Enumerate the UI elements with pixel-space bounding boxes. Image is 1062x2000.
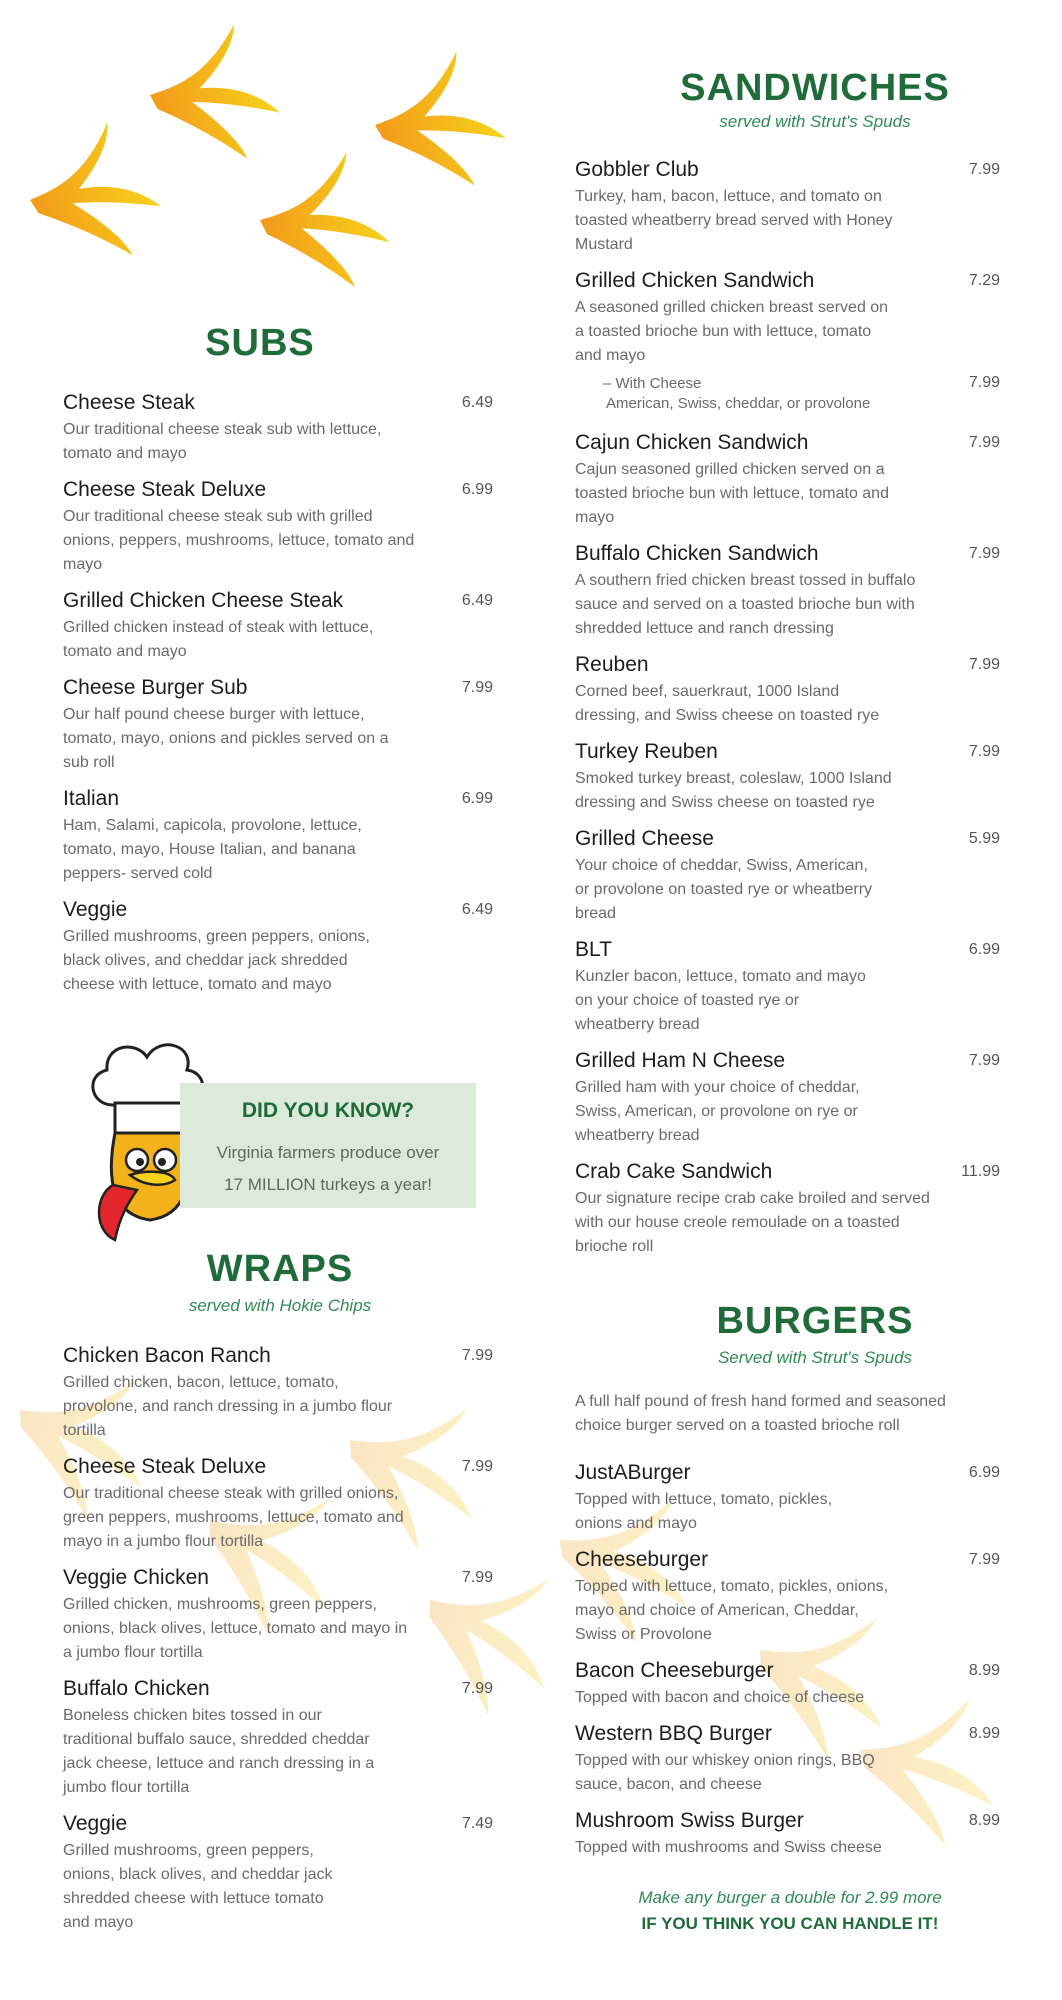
wraps-title: WRAPS bbox=[206, 1248, 354, 1290]
did-you-know-text bbox=[180, 1137, 476, 1201]
addon-row bbox=[575, 374, 1000, 414]
subs-item bbox=[63, 390, 493, 466]
sandwiches-item bbox=[575, 937, 1000, 1037]
item-name: Bacon Cheeseburger bbox=[575, 1659, 774, 1682]
subs-item bbox=[63, 588, 493, 664]
item-desc: Our half pound cheese burger with lettuce, tomato, mayo, onions and pickles served on a sub roll bbox=[63, 706, 389, 771]
item-desc: Topped with lettuce, tomato, pickles, onions and mayo bbox=[575, 1491, 833, 1532]
burgers-footnote-challenge: IF YOU THINK YOU CAN HANDLE IT! bbox=[641, 1914, 939, 1933]
item-name: Crab Cake Sandwich bbox=[575, 1160, 773, 1183]
sandwiches-item bbox=[575, 430, 1000, 530]
item-price: 7.99 bbox=[461, 1680, 493, 1697]
item-name: Mushroom Swiss Burger bbox=[575, 1809, 804, 1832]
subs-item bbox=[63, 897, 493, 997]
item-name: Italian bbox=[63, 787, 120, 810]
item-desc: Corned beef, sauerkraut, 1000 Island dressing, and Swiss cheese on toasted rye bbox=[575, 683, 880, 724]
sandwiches-item bbox=[575, 652, 1000, 728]
sandwiches-item bbox=[575, 739, 1000, 815]
burgers-item bbox=[575, 1808, 1000, 1860]
item-desc: Your choice of cheddar, Swiss, American, or provolone on toasted rye or wheatberry bread bbox=[575, 857, 873, 922]
item-desc: Boneless chicken bites tossed in our traditional buffalo sauce, shredded cheddar jack cheese, lettuce and ranch dressing in a jumbo flour tortilla bbox=[63, 1707, 375, 1796]
footprint-icon bbox=[16, 115, 172, 278]
item-price: 6.99 bbox=[461, 790, 493, 807]
burgers-footnote-double: Make any burger a double for 2.99 more bbox=[638, 1888, 942, 1907]
item-name: Grilled Chicken Sandwich bbox=[575, 269, 815, 292]
item-name: Cheese Burger Sub bbox=[63, 676, 248, 699]
item-price: 7.29 bbox=[968, 272, 1000, 289]
addon-desc: American, Swiss, cheddar, or provolone bbox=[606, 395, 871, 412]
subs-item bbox=[63, 675, 493, 775]
wraps-item bbox=[63, 1811, 493, 1935]
item-desc: Our traditional cheese steak sub with lettuce, tomato and mayo bbox=[63, 421, 382, 462]
item-desc: Our traditional cheese steak with grilled onions, green peppers, mushrooms, lettuce, tomato and mayo in a jumbo flour tortilla bbox=[63, 1485, 404, 1550]
sandwiches-item bbox=[575, 541, 1000, 641]
item-price: 6.99 bbox=[461, 481, 493, 498]
burgers-title: BURGERS bbox=[716, 1300, 914, 1342]
item-price: 7.99 bbox=[968, 656, 1000, 673]
footprint-icon bbox=[252, 148, 395, 299]
did-you-know-line: Virginia farmers produce over bbox=[216, 1143, 440, 1162]
sandwiches-subtitle: served with Strut's Spuds bbox=[719, 112, 911, 131]
item-price: 7.99 bbox=[461, 1458, 493, 1475]
item-desc: Grilled chicken, mushrooms, green peppers, onions, black olives, lettuce, tomato and mayo in a jumbo flour tortilla bbox=[63, 1596, 408, 1661]
sandwiches-item bbox=[575, 1159, 1000, 1259]
item-price: 6.49 bbox=[461, 394, 493, 411]
item-price: 7.49 bbox=[461, 1815, 493, 1832]
item-name: Veggie bbox=[63, 1812, 128, 1835]
item-desc: A southern fried chicken breast tossed in buffalo sauce and served on a toasted brioche bun with shredded lettuce and ranch dressing bbox=[575, 572, 916, 637]
item-price: 6.49 bbox=[461, 592, 493, 609]
burgers-item bbox=[575, 1460, 1000, 1536]
burgers-item bbox=[575, 1721, 1000, 1797]
item-desc: Our signature recipe crab cake broiled and served with our house creole remoulade on a toasted brioche roll bbox=[575, 1190, 930, 1255]
item-desc: Grilled mushrooms, green peppers, onions, black olives, and cheddar jack shredded cheese with lettuce tomato and mayo bbox=[63, 1842, 333, 1931]
sandwiches-item bbox=[575, 826, 1000, 926]
item-desc: Topped with bacon and choice of cheese bbox=[575, 1689, 865, 1706]
item-price: 6.99 bbox=[968, 1464, 1000, 1481]
item-desc: A seasoned grilled chicken breast served on a toasted brioche bun with lettuce, tomato and mayo bbox=[575, 299, 889, 364]
sandwiches-item bbox=[575, 157, 1000, 257]
item-price: 8.99 bbox=[968, 1725, 1000, 1742]
item-desc: Topped with lettuce, tomato, pickles, onions, mayo and choice of American, Cheddar, Swiss or Provolone bbox=[575, 1578, 889, 1643]
item-name: BLT bbox=[575, 938, 612, 961]
addon-name: – With Cheese bbox=[603, 375, 702, 392]
item-desc: Grilled mushrooms, green peppers, onions, black olives, and cheddar jack shredded cheese with lettuce, tomato and mayo bbox=[63, 928, 370, 993]
item-price: 8.99 bbox=[968, 1662, 1000, 1679]
addon-price: 7.99 bbox=[968, 374, 1000, 391]
did-you-know-box bbox=[180, 1083, 476, 1208]
item-desc: Turkey, ham, bacon, lettuce, and tomato on toasted wheatberry bread served with Honey Mustard bbox=[575, 188, 893, 253]
footprint-icon bbox=[364, 45, 514, 203]
item-name: Chicken Bacon Ranch bbox=[63, 1344, 271, 1367]
item-price: 7.99 bbox=[968, 1551, 1000, 1568]
burgers-subtitle: Served with Strut's Spuds bbox=[717, 1348, 913, 1367]
burgers-item bbox=[575, 1658, 1000, 1710]
did-you-know-line: 17 MILLION turkeys a year! bbox=[224, 1175, 432, 1194]
item-price: 7.99 bbox=[968, 161, 1000, 178]
subs-item bbox=[63, 477, 493, 577]
item-name: Cheeseburger bbox=[575, 1548, 709, 1571]
item-price: 6.49 bbox=[461, 901, 493, 918]
item-name: Veggie bbox=[63, 898, 128, 921]
item-desc: Grilled chicken instead of steak with lettuce, tomato and mayo bbox=[63, 619, 374, 660]
item-desc: Topped with our whiskey onion rings, BBQ sauce, bacon, and cheese bbox=[575, 1752, 875, 1793]
item-price: 7.99 bbox=[968, 1052, 1000, 1069]
item-name: Buffalo Chicken bbox=[63, 1677, 210, 1700]
item-desc: Cajun seasoned grilled chicken served on a toasted brioche bun with lettuce, tomato and mayo bbox=[575, 461, 889, 526]
item-desc: Kunzler bacon, lettuce, tomato and mayo on your choice of toasted rye or wheatberry bread bbox=[575, 968, 866, 1033]
item-desc: Grilled chicken, bacon, lettuce, tomato, provolone, and ranch dressing in a jumbo flour tortilla bbox=[63, 1374, 393, 1439]
item-name: JustABurger bbox=[575, 1461, 691, 1484]
sandwiches-item bbox=[575, 1048, 1000, 1148]
item-price: 8.99 bbox=[968, 1812, 1000, 1829]
item-name: Grilled Ham N Cheese bbox=[575, 1049, 786, 1072]
item-price: 7.99 bbox=[968, 545, 1000, 562]
subs-item bbox=[63, 786, 493, 886]
wraps-item bbox=[63, 1565, 493, 1665]
item-name: Cheese Steak bbox=[63, 391, 195, 414]
item-price: 11.99 bbox=[961, 1163, 1000, 1180]
item-price: 6.99 bbox=[968, 941, 1000, 958]
wraps-item bbox=[63, 1676, 493, 1800]
item-name: Buffalo Chicken Sandwich bbox=[575, 542, 819, 565]
burgers-intro: A full half pound of fresh hand formed and seasoned choice burger served on a toasted brioche roll bbox=[575, 1393, 946, 1434]
item-name: Gobbler Club bbox=[575, 158, 699, 181]
item-desc: Topped with mushrooms and Swiss cheese bbox=[575, 1839, 882, 1856]
item-desc: Smoked turkey breast, coleslaw, 1000 Island dressing and Swiss cheese on toasted rye bbox=[575, 770, 892, 811]
item-name: Grilled Chicken Cheese Steak bbox=[63, 589, 344, 612]
item-name: Reuben bbox=[575, 653, 649, 676]
item-price: 7.99 bbox=[461, 1569, 493, 1586]
sandwiches-title: SANDWICHES bbox=[680, 67, 950, 109]
turkey-footprints-top bbox=[0, 0, 520, 320]
burgers-item bbox=[575, 1547, 1000, 1647]
item-name: Cheese Steak Deluxe bbox=[63, 478, 267, 501]
wraps-item bbox=[63, 1454, 493, 1554]
item-name: Veggie Chicken bbox=[63, 1566, 209, 1589]
item-desc: Our traditional cheese steak sub with grilled onions, peppers, mushrooms, lettuce, tomato and mayo bbox=[63, 508, 415, 573]
item-name: Turkey Reuben bbox=[575, 740, 718, 763]
item-price: 5.99 bbox=[968, 830, 1000, 847]
footprint-icon bbox=[140, 19, 287, 174]
item-desc: Grilled ham with your choice of cheddar, Swiss, American, or provolone on rye or wheatberry bread bbox=[575, 1079, 860, 1144]
item-price: 7.99 bbox=[461, 679, 493, 696]
item-name: Western BBQ Burger bbox=[575, 1722, 772, 1745]
subs-title: SUBS bbox=[205, 322, 315, 364]
item-desc: Ham, Salami, capicola, provolone, lettuce, tomato, mayo, House Italian, and banana peppers- served cold bbox=[63, 817, 362, 882]
item-price: 7.99 bbox=[968, 743, 1000, 760]
item-name: Grilled Cheese bbox=[575, 827, 714, 850]
item-price: 7.99 bbox=[461, 1347, 493, 1364]
did-you-know-title: DID YOU KNOW? bbox=[241, 1099, 415, 1122]
item-price: 7.99 bbox=[968, 434, 1000, 451]
sandwiches-item bbox=[575, 268, 1000, 414]
wraps-subtitle: served with Hokie Chips bbox=[188, 1296, 372, 1315]
item-name: Cheese Steak Deluxe bbox=[63, 1455, 267, 1478]
wraps-item bbox=[63, 1343, 493, 1443]
item-name: Cajun Chicken Sandwich bbox=[575, 431, 809, 454]
